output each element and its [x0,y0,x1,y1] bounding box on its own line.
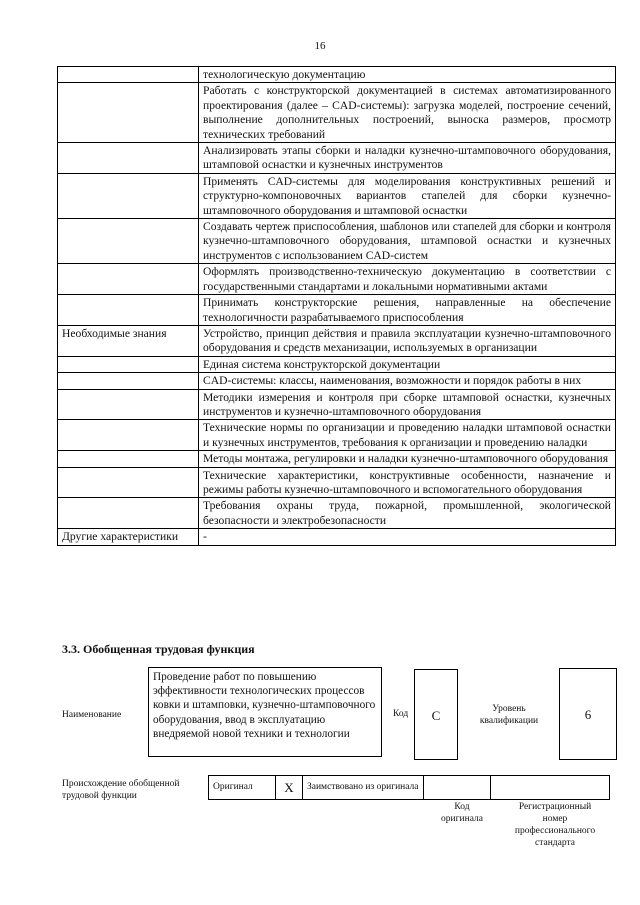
reg-number-label: Регистрационный номер профессионального стандарта [514,802,596,848]
code-value: С [414,669,458,760]
original-mark: X [276,776,303,800]
row-text: технологическую документацию [199,67,616,83]
table-row [58,389,616,420]
name-label: Наименование [62,710,122,720]
row-text: Методики измерения и контроля при сборке штамповой оснастки, кузнечных инструментов и кузнечно-штамповочного оборудования [199,389,616,420]
skills-knowledge-table [57,66,616,546]
row-label [58,420,199,451]
origin-table [208,775,610,800]
row-label [58,356,199,372]
table-row [58,67,616,83]
code-label: Код [393,709,409,719]
reg-number-cell [491,776,610,800]
table-row [58,143,616,174]
row-text: Работать с конструкторской документацией в системах автоматизированного проектирования (далее – CAD-системы): загрузка моделей, построение сечений, выполнение дополнительных построений, выноска размеров, просмотр технических требований [199,83,616,143]
origin-label: Происхождение обобщенной трудовой функции [62,779,180,801]
row-text: Методы монтажа, регулировки и наладки кузнечно-штамповочного оборудования [199,451,616,467]
row-text: Анализировать этапы сборки и наладки кузнечно-штамповочного оборудования, штамповой оснастки и кузнечных инструментов [199,143,616,174]
row-text: - [199,529,616,545]
table-row [58,219,616,264]
row-label: Другие характеристики [58,529,199,545]
table-row [58,295,616,326]
row-label [58,173,199,218]
row-label [58,219,199,264]
table-row [58,264,616,295]
row-label [58,67,199,83]
row-label [58,143,199,174]
code-original-cell [424,776,491,800]
table-row [58,356,616,372]
table-row [58,173,616,218]
row-label [58,498,199,529]
code-original-label: Код оригинала [441,802,483,824]
table-row [58,325,616,356]
row-text: Создавать чертеж приспособления, шаблонов или стапелей для сборки и контроля кузнечно-штамповочного оборудования, штамповой оснастки и кузнечных инструментов с использованием CAD-систем [199,219,616,264]
row-text: Требования охраны труда, пожарной, промышленной, экологической безопасности и электробезопасности [199,498,616,529]
level-label: Уровень квалификации [479,704,539,726]
row-label [58,295,199,326]
table-row [58,83,616,143]
row-text: Применять CAD-системы для моделирования конструктивных решений и структурно-компоновочных вариантов стапелей для сборки кузнечно-штамповочного оборудования и штамповой оснастки [199,173,616,218]
original-cell: Оригинал [209,776,276,800]
row-label [58,467,199,498]
page-number: 16 [314,40,326,52]
table-row [58,373,616,389]
row-text: Устройство, принцип действия и правила эксплуатации кузнечно-штамповочного оборудования и средств механизации, используемых в организации [199,325,616,356]
row-label: Необходимые знания [58,325,199,356]
row-text: Оформлять производственно-техническую документацию в соответствии с государственными стандартами и локальными нормативными актами [199,264,616,295]
level-value: 6 [559,668,617,760]
table-row [58,467,616,498]
row-text: Технические нормы по организации и проведению наладки штамповой оснастки и кузнечных инструментов, требования к организации и проведению наладки [199,420,616,451]
table-row [58,498,616,529]
row-label [58,451,199,467]
row-text: Принимать конструкторские решения, направленные на обеспечение технологичности разрабатываемого приспособления [199,295,616,326]
row-label [58,83,199,143]
row-label [58,389,199,420]
table-row [58,420,616,451]
table-row [58,451,616,467]
row-text: CAD-системы: классы, наименования, возможности и порядок работы в них [199,373,616,389]
row-label [58,264,199,295]
row-text: Технические характеристики, конструктивные особенности, назначение и режимы работы кузнечно-штамповочного и вспомогательного оборудования [199,467,616,498]
row-text: Единая система конструкторской документации [199,356,616,372]
section-title: 3.3. Обобщенная трудовая функция [62,642,255,656]
row-label [58,373,199,389]
borrowed-cell: Заимствовано из оригинала [303,776,424,800]
function-name-box: Проведение работ по повышению эффективности технологических процессов ковки и штамповки, кузнечно-штамповочного оборудования, ввод в эксплуатацию внедряемой новой техники и технологии [148,667,382,757]
table-row [58,529,616,545]
